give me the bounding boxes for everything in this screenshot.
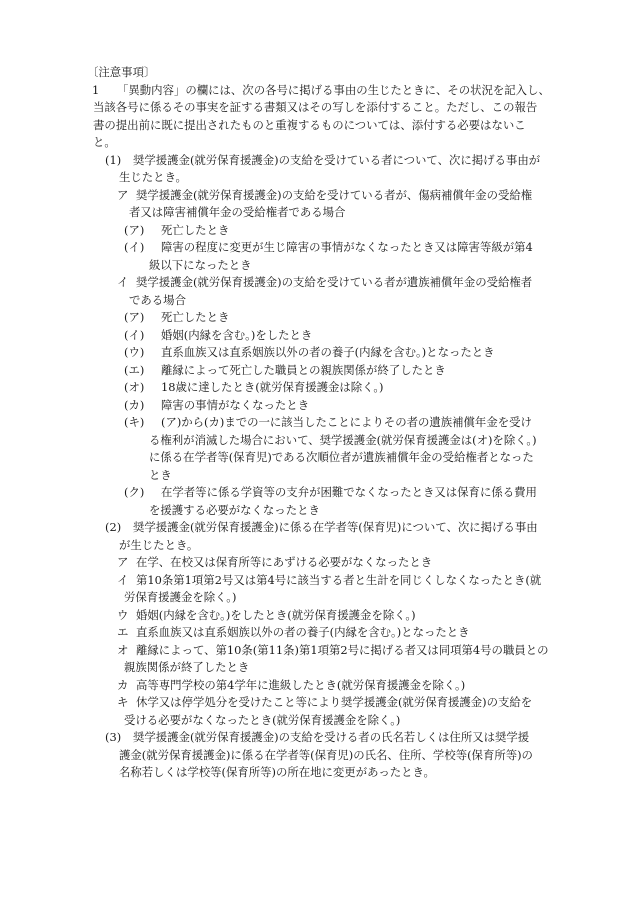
note-text: 在学者等に係る学資等の支弁が困難でなくなったとき又は保育に係る費用 <box>161 485 537 499</box>
note-text: 離縁によって死亡した職員との親族関係が終了したとき <box>161 362 446 377</box>
notes-heading: 〔注意事項〕 <box>87 65 156 79</box>
notes-section <box>0 64 630 782</box>
item-marker: (ク) <box>124 485 145 499</box>
note-text: 護金(就労保育援護金)に係る在学者等(保育児)の氏名、住所、学校等(保育所等)の <box>119 747 533 762</box>
note-text: 奨学援護金(就労保育援護金)の支給を受けている者について、次に掲げる事由が <box>133 152 541 167</box>
note-text: 級以下になったとき <box>149 257 252 272</box>
note-line <box>0 309 630 327</box>
note-line <box>0 519 630 537</box>
item-marker: (ア) <box>124 222 145 237</box>
item-marker: (カ) <box>124 397 145 412</box>
note-line <box>0 362 630 380</box>
item-marker: (2) <box>105 520 122 534</box>
note-line <box>0 729 630 747</box>
note-line <box>0 712 630 730</box>
note-line <box>0 344 630 362</box>
note-line <box>0 449 630 467</box>
note-text: を援護する必要がなくなったとき <box>149 502 320 517</box>
note-text: 奨学援護金(就労保育援護金)に係る在学者等(保育児)について、次に掲げる事由 <box>133 520 538 534</box>
note-line <box>0 642 630 660</box>
note-text: に係る在学者等(保育児)である次順位者が遺族補償年金の受給権者となった <box>149 450 534 464</box>
note-line <box>0 607 630 625</box>
item-marker: (イ) <box>124 240 145 254</box>
note-line <box>0 659 630 677</box>
note-text: 障害の程度に変更が生じ障害の事情がなくなったとき又は障害等級が第4 <box>161 240 533 254</box>
note-line <box>0 677 630 695</box>
note-line <box>0 432 630 450</box>
note-line <box>0 484 630 502</box>
note-line <box>0 204 630 222</box>
note-text: 障害の事情がなくなったとき <box>161 397 310 412</box>
note-line <box>0 99 630 117</box>
note-line <box>0 589 630 607</box>
note-line <box>0 694 630 712</box>
note-text: 離縁によって、第10条(第11条)第1項第2号に掲げる者又は同項第4号の職員との <box>136 642 549 657</box>
note-text: である場合 <box>129 292 186 307</box>
note-text: 受ける必要がなくなったとき(就労保育援護金を除く。) <box>124 712 401 727</box>
note-text: 直系血族又は直系姻族以外の者の養子(内縁を含む。)となったとき <box>136 625 470 639</box>
note-line <box>0 222 630 240</box>
note-text: 高等専門学校の第4学年に進級したとき(就労保育援護金を除く。) <box>136 677 466 692</box>
note-line <box>0 257 630 275</box>
note-text: 婚姻(内縁を含む。)をしたとき(就労保育援護金を除く。) <box>136 607 416 622</box>
note-line <box>0 274 630 292</box>
item-marker: (1) <box>105 152 122 167</box>
item-marker: イ <box>117 275 129 289</box>
note-text: 在学、在校又は保育所等にあずける必要がなくなったとき <box>136 555 433 569</box>
note-text: 婚姻(内縁を含む。)をしたとき <box>161 327 313 342</box>
item-marker: (オ) <box>124 380 145 394</box>
note-text: る権利が消滅した場合において、奨学援護金(就労保育援護金は(オ)を除く。) <box>149 432 537 447</box>
note-text: 18歳に達したとき(就労保育援護金は除く。) <box>161 380 384 394</box>
note-text: 名称若しくは学校等(保育所等)の所在地に変更があったとき。 <box>119 765 435 779</box>
item-marker: オ <box>117 642 129 657</box>
note-line <box>0 467 630 485</box>
note-line <box>0 747 630 765</box>
item-marker: エ <box>117 625 129 639</box>
note-line <box>0 414 630 432</box>
item-marker: ア <box>117 555 129 569</box>
note-text: 死亡したとき <box>161 222 230 237</box>
note-text: 者又は障害補償年金の受給権者である場合 <box>129 205 346 219</box>
item-marker: (イ) <box>124 327 145 342</box>
note-text: 休学又は停学処分を受けたこと等により奨学援護金(就労保育援護金)の支給を <box>136 695 533 709</box>
item-marker: (ウ) <box>124 345 145 359</box>
item-marker: イ <box>117 572 129 587</box>
item-marker: (3) <box>105 730 122 744</box>
notes-body <box>0 82 630 782</box>
item-marker: キ <box>117 695 129 709</box>
item-marker: (キ) <box>124 415 145 429</box>
note-line <box>0 292 630 310</box>
note-line <box>0 134 630 152</box>
note-line <box>0 624 630 642</box>
note-text: 直系血族又は直系姻族以外の者の養子(内縁を含む。)となったとき <box>161 345 495 359</box>
note-text: と。 <box>93 135 116 149</box>
note-line <box>0 169 630 187</box>
note-text: 親族関係が終了したとき <box>124 660 250 674</box>
note-line <box>0 187 630 205</box>
note-text: が生じたとき。 <box>119 537 199 552</box>
note-line <box>0 379 630 397</box>
note-line <box>0 327 630 345</box>
note-line <box>0 572 630 590</box>
note-text: 奨学援護金(就労保育援護金)の支給を受けている者が遺族補償年金の受給権者 <box>136 275 533 289</box>
note-line <box>0 239 630 257</box>
note-line <box>0 117 630 135</box>
note-text: (ア)から(カ)までの一に該当したことによりその者の遺族補償年金を受け <box>161 415 532 429</box>
note-line <box>0 554 630 572</box>
note-text: 第10条第1項第2号又は第4号に該当する者と生計を同じくしなくなったとき(就 <box>136 572 542 587</box>
note-text: とき <box>149 467 172 482</box>
note-line <box>0 764 630 782</box>
note-text: 労保育援護金を除く。) <box>124 590 237 604</box>
note-line <box>0 537 630 555</box>
item-marker: ア <box>117 187 129 202</box>
item-marker: カ <box>117 677 129 692</box>
note-text: 奨学援護金(就労保育援護金)の支給を受ける者の氏名若しくは住所又は奨学援 <box>133 730 530 744</box>
note-text: 死亡したとき <box>161 310 230 324</box>
note-text: 書の提出前に既に提出されたものと重複するものについては、添付する必要はないこ <box>93 117 526 132</box>
item-marker: (ア) <box>124 310 145 324</box>
note-line <box>0 152 630 170</box>
item-marker: 1 <box>92 82 100 97</box>
note-text: 当該各号に係るその事実を証する書類又はその写しを添付すること。ただし、この報告 <box>93 100 538 114</box>
note-line <box>0 397 630 415</box>
note-line <box>0 82 630 100</box>
note-text: 生じたとき。 <box>119 170 187 184</box>
item-marker: (エ) <box>124 362 145 377</box>
item-marker: ウ <box>117 607 129 622</box>
note-line <box>0 502 630 520</box>
note-text: 「異動内容」の欄には、次の各号に掲げる事由の生じたときに、その状況を記入し、 <box>117 82 550 97</box>
note-text: 奨学援護金(就労保育援護金)の支給を受けている者が、傷病補償年金の受給権 <box>136 187 533 202</box>
